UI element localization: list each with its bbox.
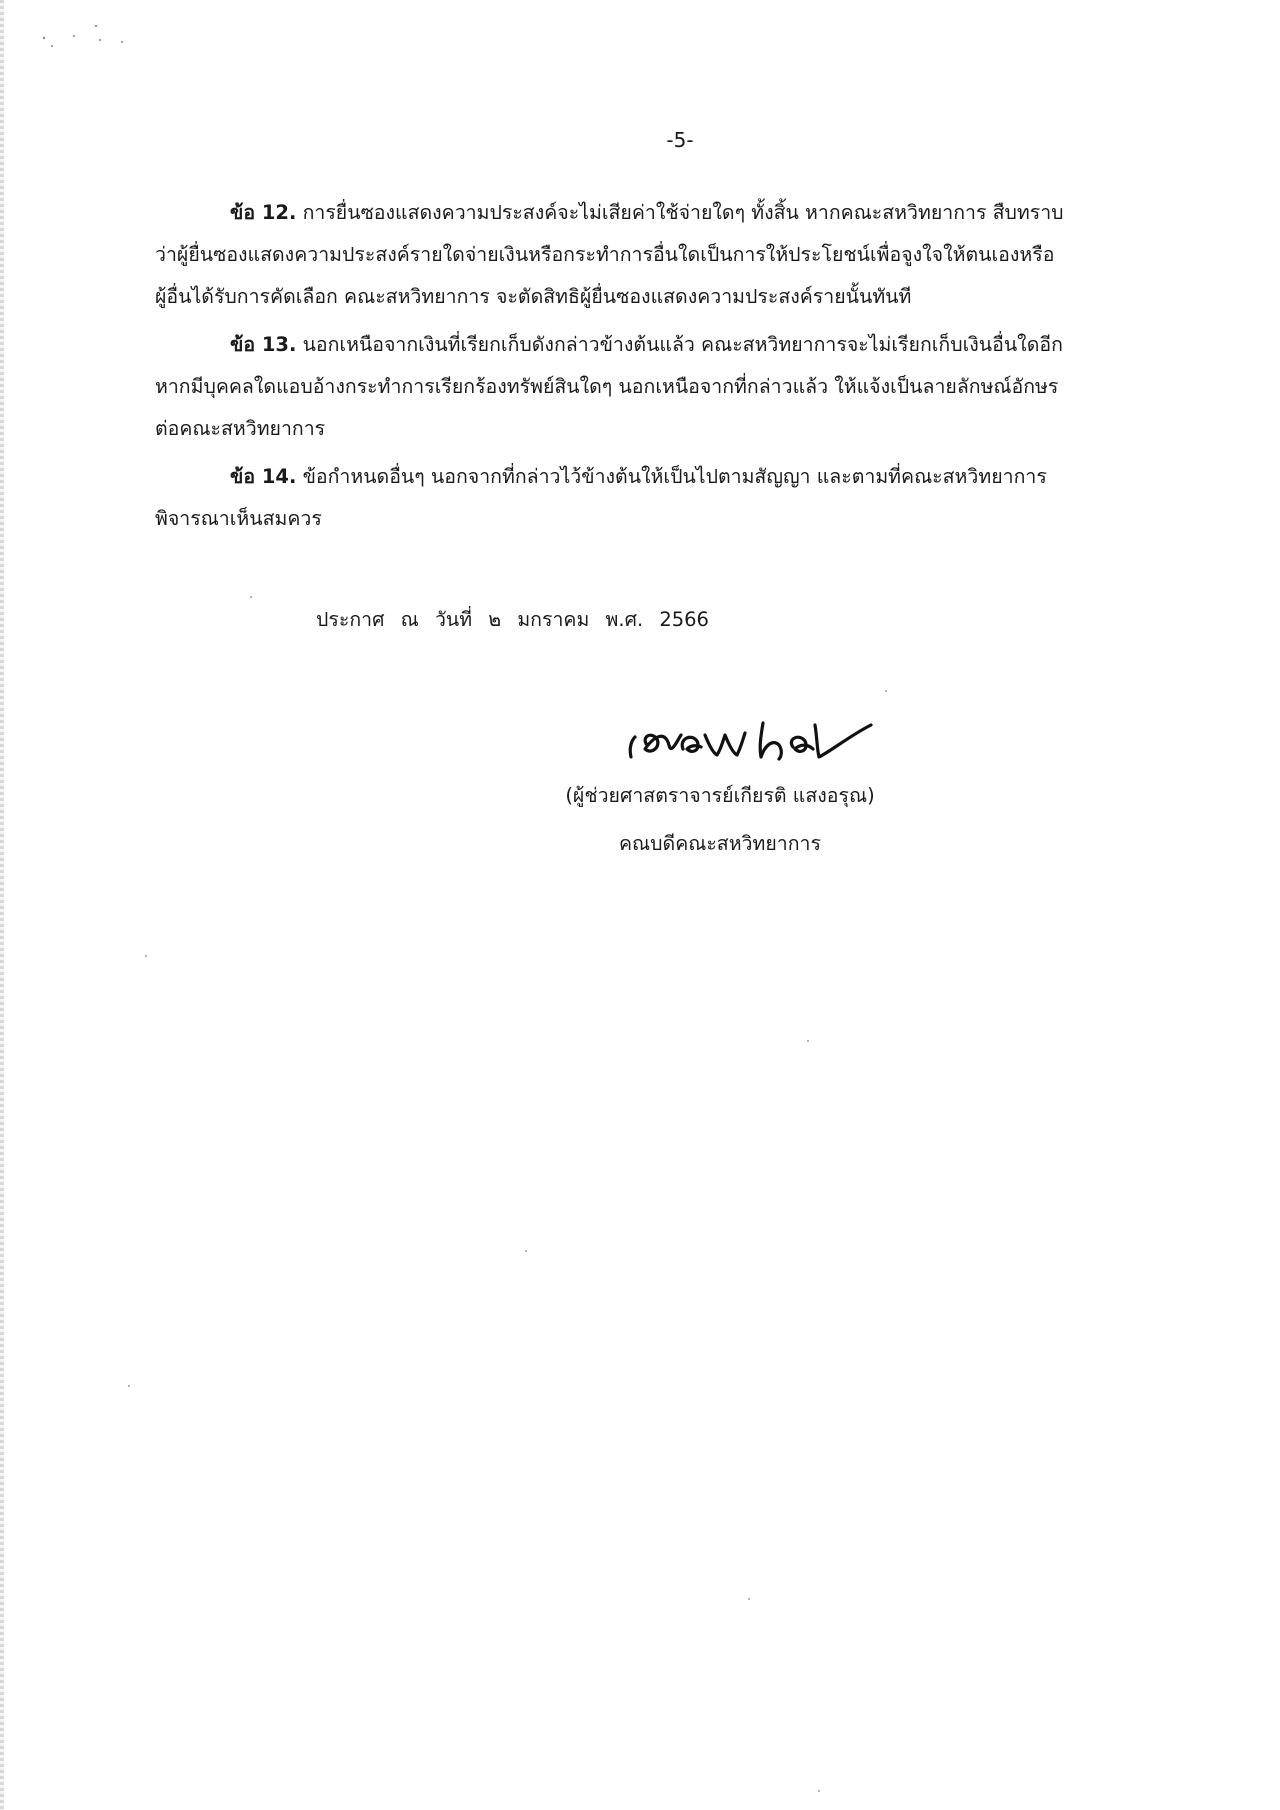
clause-line: [155, 324, 1135, 366]
scan-dust: [807, 1040, 809, 1042]
clause-text: การยื่นซองแสดงความประสงค์จะไม่เสียค่าใช้จ่ายใดๆ ทั้งสิ้น หากคณะสหวิทยาการ สืบทราบ: [302, 201, 1064, 224]
scan-dust: [145, 955, 147, 957]
scan-dust: [525, 1250, 527, 1252]
scan-edge: [0, 0, 4, 1810]
scan-dust: [748, 1598, 750, 1600]
clause-14: [155, 456, 1135, 540]
scan-dust: [818, 1790, 820, 1792]
clause-number: ข้อ 14.: [230, 465, 297, 488]
clause-line: หากมีบุคคลใดแอบอ้างกระทำการเรียกร้องทรัพย์สินใดๆ นอกเหนือจากที่กล่าวแล้ว ให้แจ้งเป็นลายลักษณ์อักษร: [155, 375, 1059, 398]
signer-title: คณบดีคณะสหวิทยาการ: [619, 832, 821, 855]
clause-line: พิจารณาเห็นสมควร: [155, 507, 322, 530]
clause-text: ข้อกำหนดอื่นๆ นอกจากที่กล่าวไว้ข้างต้นให้เป็นไปตามสัญญา และตามที่คณะสหวิทยาการ: [302, 465, 1047, 488]
clause-number: ข้อ 12.: [230, 201, 297, 224]
scan-dust: [128, 1385, 130, 1387]
clause-line: ว่าผู้ยื่นซองแสดงความประสงค์รายใดจ่ายเงินหรือกระทำการอื่นใดเป็นการให้ประโยชน์เพื่อจูงใจให้ตนเองหรือ: [155, 243, 1055, 266]
clause-number: ข้อ 13.: [230, 333, 297, 356]
page-number: -5-: [666, 128, 694, 152]
announcement-date: ประกาศ ณ วันที่ ๒ มกราคม พ.ศ. 2566: [316, 608, 709, 631]
scan-dust: [250, 596, 252, 598]
clause-line: ผู้อื่นได้รับการคัดเลือก คณะสหวิทยาการ จะตัดสิทธิผู้ยื่นซองแสดงความประสงค์รายนั้นทันที: [155, 285, 912, 308]
clause-13: [155, 324, 1135, 450]
clause-line: [155, 456, 1135, 498]
signature-image: [625, 705, 875, 775]
clause-line: [155, 192, 1135, 234]
signer-name: (ผู้ช่วยศาสตราจารย์เกียรติ แสงอรุณ): [565, 784, 875, 807]
clause-12: [155, 192, 1135, 318]
clause-text: นอกเหนือจากเงินที่เรียกเก็บดังกล่าวข้างต้นแล้ว คณะสหวิทยาการจะไม่เรียกเก็บเงินอื่นใดอีก: [302, 333, 1063, 356]
scan-dust: [885, 690, 887, 692]
scan-specks: [40, 20, 140, 60]
clause-line: ต่อคณะสหวิทยาการ: [155, 417, 326, 440]
